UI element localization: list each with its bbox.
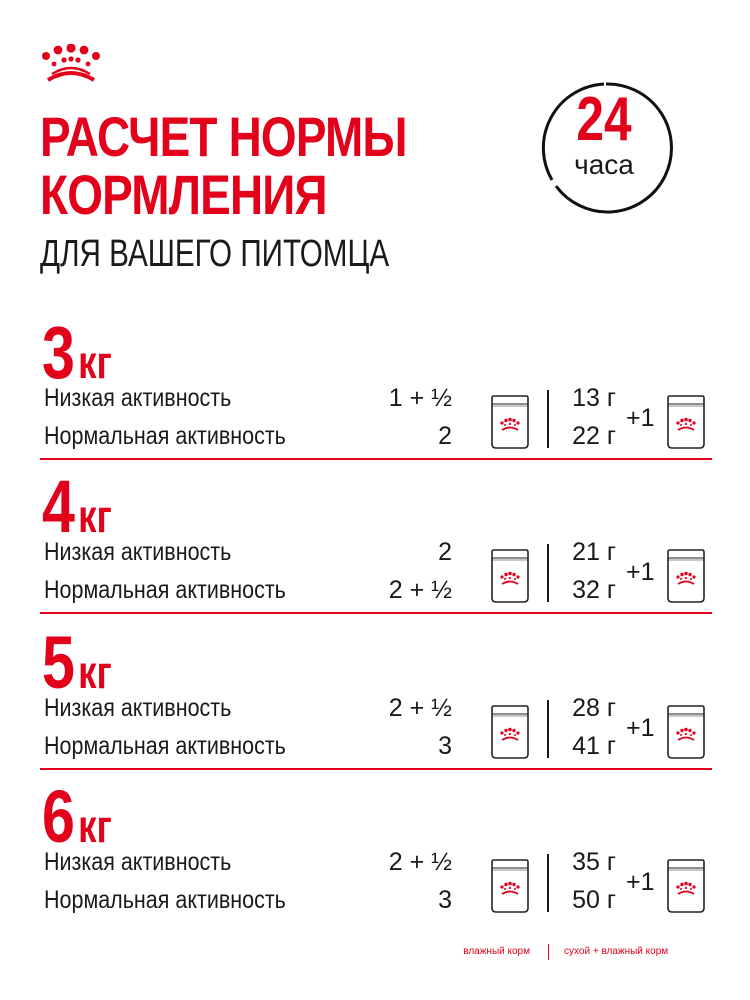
- title-line-1: РАСЧЕТ НОРМЫ: [40, 105, 407, 168]
- wet-portion: 3: [438, 886, 452, 914]
- weight-section: [0, 775, 750, 930]
- activity-label: Низкая активность: [44, 694, 232, 722]
- dry-portion: 41 г: [572, 732, 616, 760]
- activity-label: Низкая активность: [44, 538, 232, 566]
- wet-food-pouch-icon: [666, 702, 706, 760]
- column-divider: [547, 700, 549, 758]
- wet-food-pouch-icon: [666, 856, 706, 914]
- wet-portion: 1 + ½: [388, 384, 452, 412]
- dry-portion: 50 г: [572, 886, 616, 914]
- activity-label: Нормальная активность: [44, 886, 286, 914]
- weight-heading: [42, 465, 112, 548]
- wet-food-pouch-icon: [490, 702, 530, 760]
- wet-food-pouch-icon: [666, 546, 706, 604]
- dry-portion: 35 г: [572, 848, 616, 876]
- legend-dry: сухой + влажный корм: [564, 946, 669, 957]
- weight-section: [0, 465, 750, 620]
- plus-one-pouch: +1: [626, 404, 655, 432]
- wet-portion: 2: [438, 538, 452, 566]
- weight-heading: [42, 621, 112, 704]
- wet-portion: 2: [438, 422, 452, 450]
- activity-label: Нормальная активность: [44, 422, 286, 450]
- dry-portion: 21 г: [572, 538, 616, 566]
- legend-divider: [548, 944, 549, 960]
- royal-canin-crown-icon: [38, 44, 104, 84]
- weight-section: [0, 311, 750, 466]
- wet-portion: 2 + ½: [388, 576, 452, 604]
- column-divider: [547, 854, 549, 912]
- badge-value: 24: [576, 85, 632, 154]
- wet-portion: 3: [438, 732, 452, 760]
- wet-portion: 2 + ½: [388, 694, 452, 722]
- weight-heading: [42, 775, 112, 858]
- dry-portion: 28 г: [572, 694, 616, 722]
- section-divider: [40, 768, 712, 770]
- wet-food-pouch-icon: [490, 856, 530, 914]
- badge-unit: часа: [574, 149, 634, 180]
- column-divider: [547, 390, 549, 448]
- page-title: [40, 105, 407, 226]
- weight-value: 3: [42, 311, 75, 394]
- activity-label: Низкая активность: [44, 848, 232, 876]
- plus-one-pouch: +1: [626, 868, 655, 896]
- weight-unit: кг: [78, 490, 112, 542]
- dry-portion: 13 г: [572, 384, 616, 412]
- dry-portion: 22 г: [572, 422, 616, 450]
- weight-heading: [42, 311, 112, 394]
- activity-label: Нормальная активность: [44, 576, 286, 604]
- dry-portion: 32 г: [572, 576, 616, 604]
- page-subtitle: ДЛЯ ВАШЕГО ПИТОМЦА: [40, 233, 390, 275]
- weight-unit: кг: [78, 646, 112, 698]
- wet-food-pouch-icon: [490, 392, 530, 450]
- weight-value: 4: [42, 465, 75, 548]
- column-divider: [547, 544, 549, 602]
- activity-label: Низкая активность: [44, 384, 232, 412]
- title-line-2: КОРМЛЕНИЯ: [40, 163, 327, 226]
- weight-value: 5: [42, 621, 75, 704]
- weight-unit: кг: [78, 800, 112, 852]
- wet-portion: 2 + ½: [388, 848, 452, 876]
- wet-food-pouch-icon: [666, 392, 706, 450]
- section-divider: [40, 612, 712, 614]
- activity-label: Нормальная активность: [44, 732, 286, 760]
- weight-section: [0, 621, 750, 776]
- wet-food-pouch-icon: [490, 546, 530, 604]
- weight-unit: кг: [78, 336, 112, 388]
- weight-value: 6: [42, 775, 75, 858]
- legend-wet: влажный корм: [463, 946, 530, 957]
- section-divider: [40, 458, 712, 460]
- plus-one-pouch: +1: [626, 714, 655, 742]
- plus-one-pouch: +1: [626, 558, 655, 586]
